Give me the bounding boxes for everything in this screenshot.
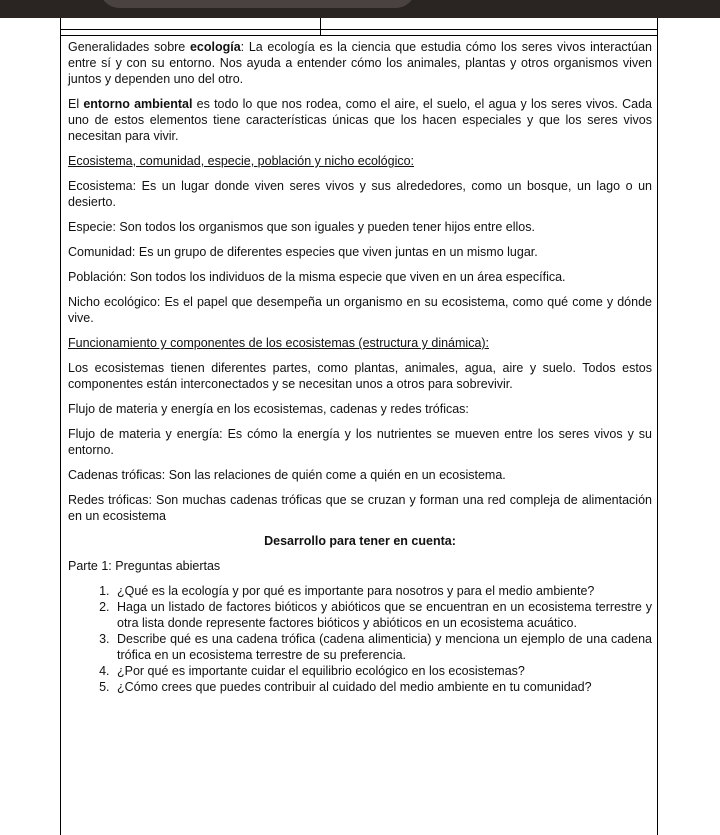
def-nicho: Nicho ecológico: Es el papel que desempeña un organismo en su ecosistema, como qué come y dónde vive. [68, 295, 652, 325]
development-title: Desarrollo para tener en cuenta: [264, 534, 456, 548]
entorno-text: es todo lo que nos rodea, como el aire, el suelo, el agua y los seres vivos. Cada uno de estos elementos tiene características únicas que los hacen especiales y que los seres vivos necesitan para vivir. [68, 97, 652, 143]
question-item: 2. Haga un listado de factores bióticos y abióticos que se encuentran en un ecosistema terrestre y otra lista donde represente factores bióticos y abióticos en un ecosistema acuático. [113, 599, 652, 631]
question-item: 5. ¿Cómo crees que puedes contribuir al cuidado del medio ambiente en tu comunidad? [113, 679, 652, 695]
section2-p5: Redes tróficas: Son muchas cadenas tróficas que se cruzan y forman una red compleja de alimentación en un ecosistema [68, 493, 652, 523]
table-row-line [61, 29, 657, 30]
section2-p3: Flujo de materia y energía: Es cómo la energía y los nutrientes se mueven entre los seres vivos y su entorno. [68, 427, 652, 457]
table-cell-divider [320, 18, 321, 35]
section2-heading: Funcionamiento y componentes de los ecosistemas (estructura y dinámica): [68, 336, 490, 350]
top-bar [0, 0, 720, 18]
table-header-row [60, 18, 658, 36]
section2-p2: Flujo de materia y energía en los ecosistemas, cadenas y redes tróficas: [68, 402, 469, 416]
intro-entorno [68, 96, 652, 144]
entorno-bold: entorno ambiental [83, 97, 193, 111]
section2-p4: Cadenas tróficas: Son las relaciones de quién come a quién en un ecosistema. [68, 468, 506, 482]
questions-list [68, 583, 652, 695]
def-poblacion: Población: Son todos los individuos de la misma especie que viven en un área específica. [68, 270, 566, 284]
document-body [60, 35, 658, 835]
question-item: 4. ¿Por qué es importante cuidar el equilibrio ecológico en los ecosistemas? [113, 663, 652, 679]
top-bar-pill [100, 0, 415, 8]
def-comunidad: Comunidad: Es un grupo de diferentes especies que viven juntas en un mismo lugar. [68, 245, 538, 259]
intro-ecologia [68, 39, 652, 87]
question-item: 3. Describe qué es una cadena trófica (cadena alimenticia) y menciona un ejemplo de una cadena trófica en un ecosistema terrestre de su preferencia. [113, 631, 652, 663]
def-ecosistema: Ecosistema: Es un lugar donde viven seres vivos y sus alrededores, como un bosque, un lago o un desierto. [68, 179, 652, 209]
intro-label: Generalidades sobre [68, 40, 190, 54]
question-item: 1. ¿Qué es la ecología y por qué es importante para nosotros y para el medio ambiente? [113, 583, 652, 599]
part-label: Parte 1: Preguntas abiertas [68, 559, 221, 573]
entorno-start: El [68, 97, 84, 111]
section2-p1: Los ecosistemas tienen diferentes partes, como plantas, animales, agua, aire y suelo. Todos estos componentes están interconectados y se necesitan unos a otros para sobrevivir. [68, 361, 652, 391]
def-especie: Especie: Son todos los organismos que son iguales y pueden tener hijos entre ellos. [68, 220, 535, 234]
intro-bold-ecologia: ecología [189, 40, 241, 54]
intro-text: : La ecología es la ciencia que estudia cómo los seres vivos interactúan entre sí y con su entorno. Nos ayuda a entender cómo los animales, plantas y otros organismos viven juntos y dependen uno del otro. [68, 40, 652, 86]
section1-heading: Ecosistema, comunidad, especie, población y nicho ecológico: [68, 154, 415, 168]
